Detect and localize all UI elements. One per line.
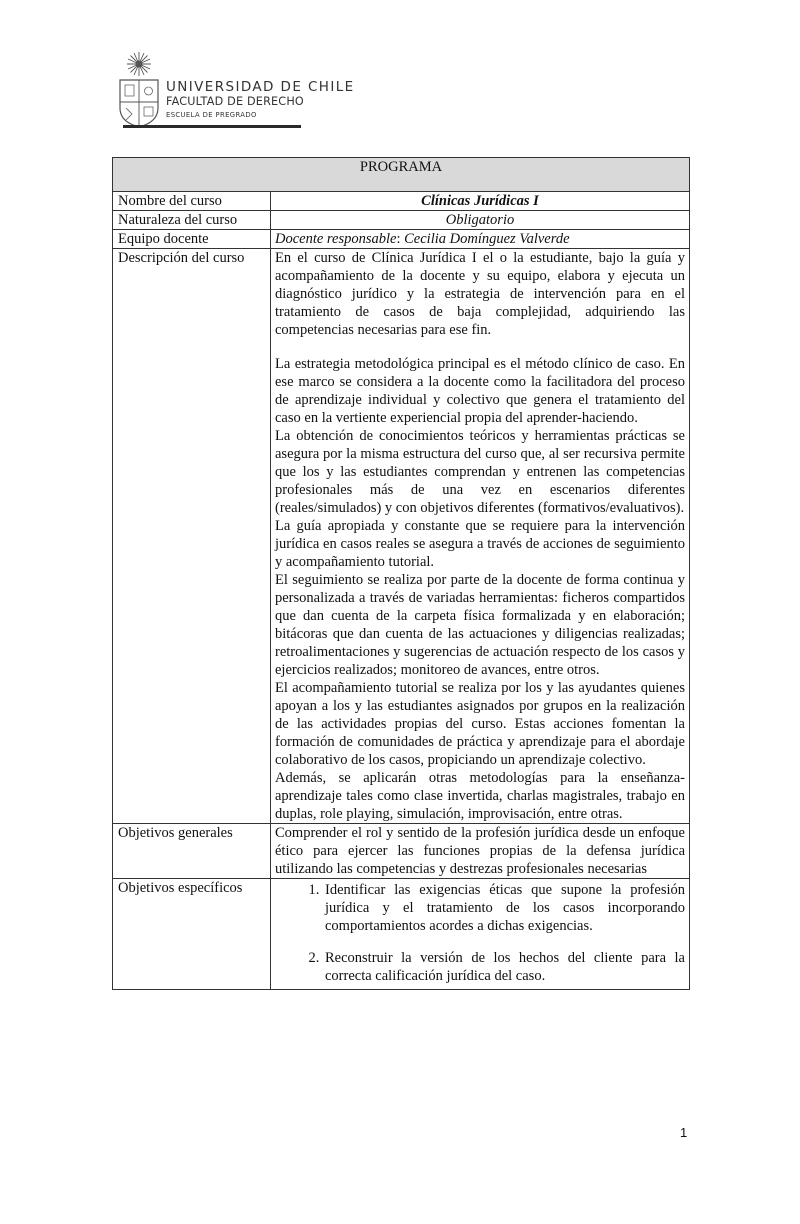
course-nature-label: Naturaleza del curso xyxy=(113,211,271,230)
responsible-teacher-name: Cecilia Domínguez Valverde xyxy=(404,231,570,247)
separator: : xyxy=(396,231,405,247)
program-title-row xyxy=(113,158,690,192)
description-paragraph: En el curso de Clínica Jurídica I el o la estudiante, bajo la guía y acompañamiento de la docente y su equipo, elabora y ejecuta un diagnóstico jurídico y la estrategia de intervención para en el tratamiento de casos de baja complejidad, adquiriendo las competencias necesarias para ese fin. xyxy=(275,250,685,338)
teaching-team-value xyxy=(271,230,690,249)
responsible-teacher-label: Docente responsable xyxy=(275,231,397,247)
page-header xyxy=(117,50,377,130)
description-paragraph: La guía apropiada y constante que se requiere para la intervención jurídica en casos reales se asegura a través de acciones de seguimiento y acompañamiento tutorial. xyxy=(275,518,685,570)
specific-objectives-list xyxy=(275,881,685,985)
program-table xyxy=(112,157,690,990)
course-nature-row xyxy=(113,211,690,230)
course-nature-value: Obligatorio xyxy=(271,211,690,230)
header-underline xyxy=(123,125,301,128)
specific-objectives-label: Objetivos específicos xyxy=(113,879,271,990)
program-title: PROGRAMA xyxy=(113,158,690,192)
course-name-row xyxy=(113,192,690,211)
teaching-team-row xyxy=(113,230,690,249)
general-objectives-label: Objetivos generales xyxy=(113,824,271,879)
university-seal-icon xyxy=(117,50,161,128)
general-objectives-text: Comprender el rol y sentido de la profesión jurídica desde un enfoque ético para ejercer las funciones propias de la defensa jurídica utilizando las competencias y destrezas profesionales necesarias xyxy=(271,824,690,879)
specific-objectives-cell xyxy=(271,879,690,990)
description-paragraph: Además, se aplicarán otras metodologías para la enseñanza-aprendizaje tales como clase invertida, charlas magistrales, trabajo en duplas, role playing, simulación, improvisación, entre otras. xyxy=(275,770,685,822)
specific-objective-item: 1. Identificar las exigencias éticas que supone la profesión jurídica y el tratamiento de los casos incorporando comportamientos acordes a dichas exigencias. xyxy=(323,881,685,935)
school-name: ESCUELA DE PREGRADO xyxy=(166,111,257,119)
description-paragraph: La estrategia metodológica principal es el método clínico de caso. En ese marco se considera a la docente como la facilitadora del proceso de aprendizaje individual y colectivo que genera el tratamiento del caso en la vertiente experiencial propia del aprender-haciendo. xyxy=(275,356,685,426)
course-name-label: Nombre del curso xyxy=(113,192,271,211)
teaching-team-label: Equipo docente xyxy=(113,230,271,249)
specific-objective-item: 2. Reconstruir la versión de los hechos del cliente para la correcta calificación jurídica del caso. xyxy=(323,949,685,985)
faculty-name: FACULTAD DE DERECHO xyxy=(166,95,304,108)
specific-objectives-row xyxy=(113,879,690,990)
course-description-text xyxy=(271,249,690,824)
description-paragraph: La obtención de conocimientos teóricos y herramientas prácticas se asegura por la misma estructura del curso que, al ser recursiva permite que los y las estudiantes comprendan y entrenen las competencias profesionales más de una vez en escenarios diferentes (reales/simulados) y con objetivos diferentes (formativos/evaluativos). xyxy=(275,428,685,516)
description-paragraph: El acompañamiento tutorial se realiza por los y las ayudantes quienes apoyan a los y las estudiantes asignados por grupos en la realización de las actividades propias del curso. Estas acciones fomentan la formación de comunidades de práctica y aprendizaje para el abordaje colaborativo de los casos, propiciando un aprendizaje colectivo. xyxy=(275,680,685,768)
course-description-label: Descripción del curso xyxy=(113,249,271,824)
page-number: 1 xyxy=(680,1125,688,1140)
general-objectives-row xyxy=(113,824,690,879)
course-name-value: Clínicas Jurídicas I xyxy=(271,192,690,211)
institution-name xyxy=(166,79,355,120)
course-description-row xyxy=(113,249,690,824)
university-name: UNIVERSIDAD DE CHILE xyxy=(166,79,355,95)
description-paragraph: El seguimiento se realiza por parte de la docente de forma continua y personalizada a través de variadas herramientas: ficheros compartidos que dan cuenta de la carpeta física formalizada y en elaboración; bitácoras que dan cuenta de las actuaciones y diligencias realizadas; retroalimentaciones y sugerencias de actuación respecto de los casos y ejercicios realizados; monitoreo de avances, entre otros. xyxy=(275,572,685,678)
